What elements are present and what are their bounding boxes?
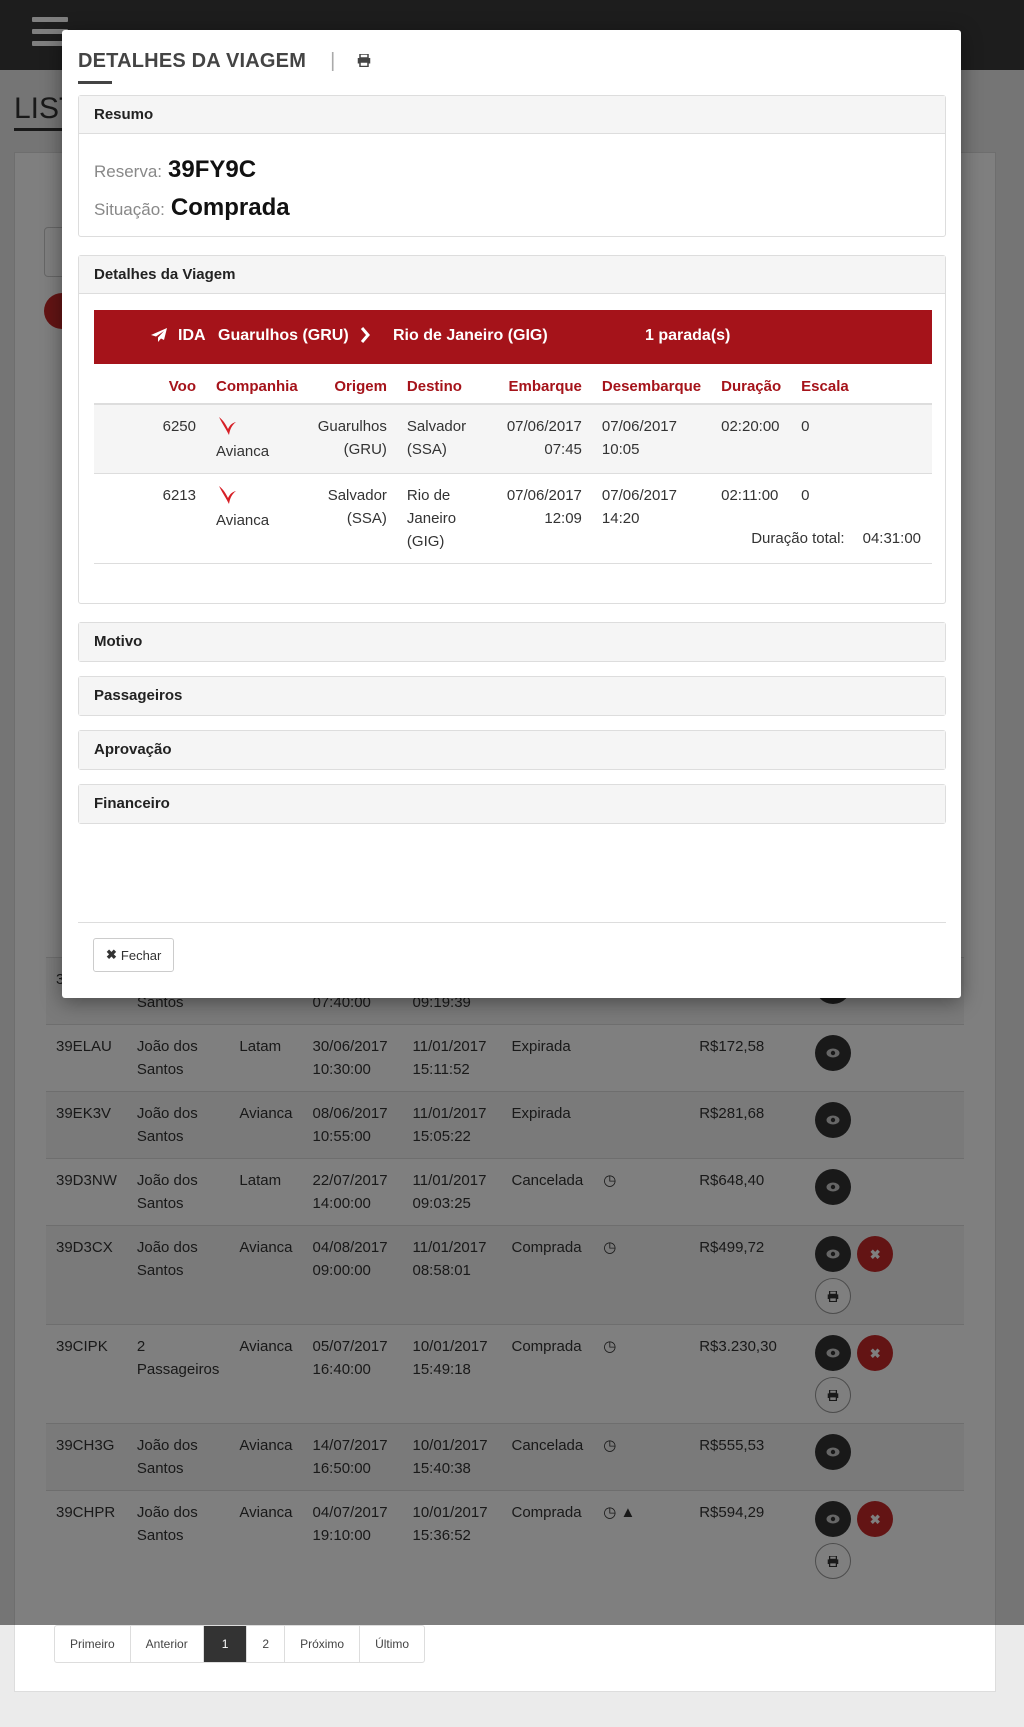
- route-stops: 1 parada(s): [645, 327, 731, 344]
- leg-duracao: 02:20:00: [711, 404, 791, 474]
- leg-voo: 6213: [94, 474, 206, 564]
- leg-escala: 0: [791, 474, 932, 564]
- leg-companhia: Avianca: [216, 443, 270, 460]
- plane-icon: [150, 327, 168, 348]
- financeiro-panel[interactable]: [78, 784, 946, 824]
- close-label: Fechar: [120, 947, 162, 963]
- leg-desembarque: 07/06/2017 14:20: [592, 474, 711, 564]
- chevron-right-icon: [360, 327, 370, 348]
- leg-voo: 6250: [94, 404, 206, 474]
- situacao-value: Comprada: [170, 194, 290, 221]
- col-destino: Destino: [397, 372, 492, 404]
- page-link[interactable]: Último: [375, 1637, 410, 1651]
- aprovacao-panel[interactable]: [78, 730, 946, 770]
- route-bar: [94, 310, 932, 364]
- print-icon[interactable]: [357, 54, 371, 70]
- total-duration-value: 04:31:00: [862, 530, 921, 547]
- leg-destino: Salvador (SSA): [397, 404, 492, 474]
- resumo-panel: [78, 95, 946, 237]
- col-duracao: Duração: [711, 372, 791, 404]
- resumo-heading[interactable]: Resumo: [79, 96, 945, 134]
- table-row: [94, 474, 932, 564]
- situacao-label: Situação:: [94, 200, 165, 219]
- title-underline: [78, 81, 112, 84]
- motivo-panel[interactable]: [78, 622, 946, 662]
- leg-origem: Guarulhos (GRU): [308, 404, 397, 474]
- footer-divider: [78, 922, 946, 923]
- route-origin: Guarulhos (GRU): [218, 327, 349, 344]
- leg-embarque: 07/06/2017 12:09: [492, 474, 592, 564]
- reserva-label: Reserva:: [94, 162, 163, 181]
- reserva-value: 39FY9C: [168, 156, 257, 183]
- close-button[interactable]: [93, 938, 174, 972]
- col-voo: Voo: [94, 372, 206, 404]
- trip-details-heading[interactable]: Detalhes da Viagem: [79, 256, 945, 294]
- col-embarque: Embarque: [492, 372, 592, 404]
- col-desembarque: Desembarque: [592, 372, 711, 404]
- financeiro-heading[interactable]: Financeiro: [79, 785, 945, 823]
- leg-duracao: 02:11:00: [711, 474, 791, 564]
- trip-details-modal: [62, 30, 961, 998]
- total-duration-label: Duração total:: [751, 530, 845, 547]
- page-link[interactable]: Anterior: [131, 1626, 204, 1662]
- close-icon: ✖: [106, 947, 117, 962]
- page-link[interactable]: 1: [204, 1626, 248, 1662]
- col-companhia: Companhia: [206, 372, 308, 404]
- motivo-heading[interactable]: Motivo: [79, 623, 945, 661]
- avianca-logo-icon: [216, 415, 298, 440]
- pagination: [54, 1625, 425, 1663]
- col-origem: Origem: [308, 372, 397, 404]
- leg-destino: Rio de Janeiro (GIG): [397, 474, 492, 564]
- col-escala: Escala: [791, 372, 932, 404]
- avianca-logo-icon: [216, 484, 298, 509]
- leg-origem: Salvador (SSA): [308, 474, 397, 564]
- route-destination: Rio de Janeiro (GIG): [393, 327, 548, 344]
- total-duration: [751, 530, 921, 547]
- page-link[interactable]: Próximo: [285, 1626, 360, 1662]
- leg-escala: 0: [791, 404, 932, 474]
- leg-embarque: 07/06/2017 07:45: [492, 404, 592, 474]
- title-separator: |: [330, 50, 336, 72]
- passageiros-panel[interactable]: [78, 676, 946, 716]
- page-link[interactable]: 2: [247, 1626, 285, 1662]
- passageiros-heading[interactable]: Passageiros: [79, 677, 945, 715]
- leg-companhia: Avianca: [216, 512, 270, 529]
- route-direction: IDA: [178, 327, 206, 344]
- modal-title: DETALHES DA VIAGEM: [78, 50, 307, 72]
- aprovacao-heading[interactable]: Aprovação: [79, 731, 945, 769]
- table-row: [94, 404, 932, 474]
- page-link[interactable]: Primeiro: [55, 1626, 131, 1662]
- trip-details-panel: [78, 255, 946, 604]
- leg-desembarque: 07/06/2017 10:05: [592, 404, 711, 474]
